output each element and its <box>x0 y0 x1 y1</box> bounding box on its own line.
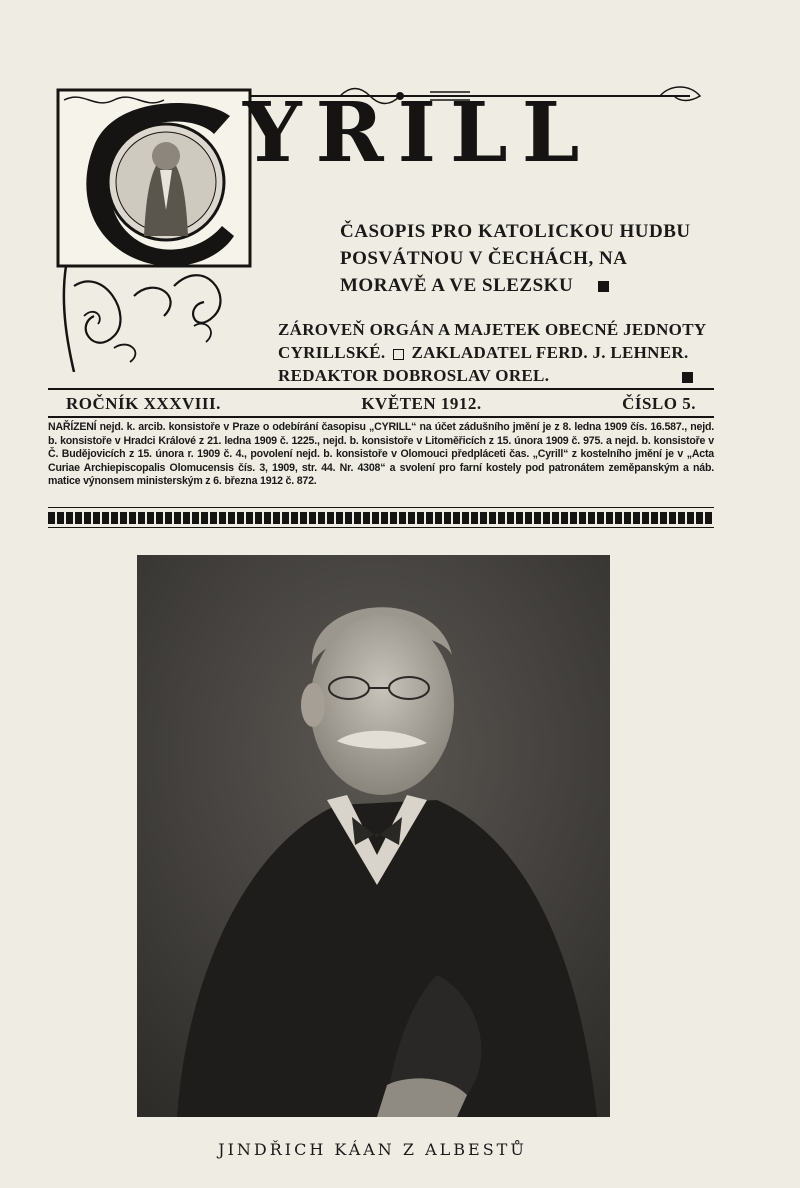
journal-title: YRILL <box>243 85 594 181</box>
volume-label: ROČNÍK XXXVIII. <box>66 394 221 413</box>
editor-line: REDAKTOR DOBROSLAV OREL. <box>278 366 550 385</box>
square-outline-icon <box>393 349 404 360</box>
top-rule <box>48 388 714 390</box>
issue-date: KVĚTEN 1912. <box>361 394 482 413</box>
middle-rule <box>48 416 714 418</box>
portrait-photo <box>137 555 610 1117</box>
initial-letter-c-ornament <box>54 86 254 372</box>
bottom-rule <box>48 527 714 528</box>
square-bullet-icon <box>598 281 609 292</box>
subtitle-text: ČASOPIS PRO KATOLICKOU HUDBU POSVÁTNOU V ČECHÁCH, NA MORAVĚ A VE SLEZSKU <box>340 221 691 296</box>
journal-subtitle <box>340 218 715 299</box>
square-bullet-icon <box>682 372 693 383</box>
organ-line-2a: CYRILLSKÉ. <box>278 343 386 362</box>
issue-info <box>66 394 696 414</box>
organ-line-2b: ZAKLADATEL FERD. J. LEHNER. <box>411 343 689 362</box>
dotted-divider <box>48 512 714 524</box>
portrait-figure <box>137 555 610 1117</box>
issue-number: ČÍSLO 5. <box>622 394 696 413</box>
portrait-caption: JINDŘICH KÁAN Z ALBESTŮ <box>218 1140 527 1159</box>
subscription-notice: NAŘÍZENÍ nejd. k. arcib. konsistoře v Praze o odebírání časopisu „CYRILL“ na účet zádušního jmění je z 8. ledna 1909 čís. 16.587., nejd. b. konsistoře v Hradci Králové z 21. ledna 1909 č. 1225., nejd. b. konsistoře v Litoměřicích z 15. února 1909 č. 975. a nejd. b. konsistoře v Č. Budějovicích z 15. února r. 1909 č. 4., povolení nejd. b. konsistoře v Olomouci předpláceti čas. „Cyrill“ z kostelního jmění je v „Acta Curiae Archiepiscopalis Olomucensis čís. 3, 1909, str. 44. Nr. 4308“ a svolení pro farní kostely pod patronátem zeměpanským a náb. matice výnonsem ministerským z 6. března 1912 č. 872. <box>48 421 714 488</box>
notice-rule <box>48 507 714 508</box>
organ-line-1: ZÁROVEŇ ORGÁN A MAJETEK OBECNÉ JEDNOTY <box>278 320 707 339</box>
organ-statement <box>278 318 718 387</box>
